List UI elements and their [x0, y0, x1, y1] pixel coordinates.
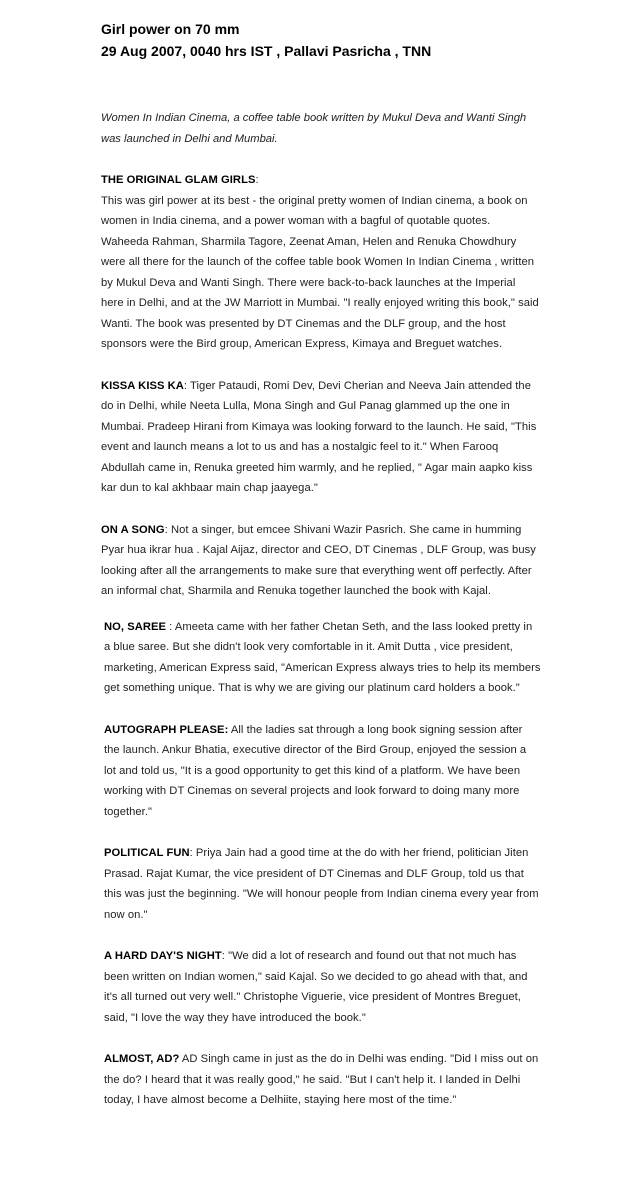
section-body: All the ladies sat through a long book signing session after the launch. Ankur Bhatia, executive director of the Bird Group, enjoyed the session a lot and told us, "It is a good opportunity to get this kind of a platform. We have been working with DT Cinemas on several projects and look forward to doing many more together." — [104, 723, 527, 818]
section-body: Ameeta came with her father Chetan Seth, and the lass looked pretty in a blue saree. But she didn't look very comfortable in it. Amit Dutta , vice president, marketing, American Express said, "American Express always tries to help its members get something unique. That is why we are giving our platinum card holders a book." — [104, 620, 541, 694]
section-original-glam-girls — [101, 170, 541, 355]
section-separator: : — [164, 523, 168, 536]
section-on-a-song — [101, 520, 541, 602]
section-no-saree — [101, 617, 541, 699]
section-body: Tiger Pataudi, Romi Dev, Devi Cherian and Neeva Jain attended the do in Delhi, while Neeta Lulla, Mona Singh and Gul Panag glammed up the one in Mumbai. Pradeep Hirani from Kimaya was looking forward to the launch. He said, "This event and launch means a lot to us and has a nostalgic feel to it." When Farooq Abdullah came in, Renuka greeted him warmly, and he replied, " Agar main aapko kiss kar dun to kal akhbaar main chap jaayega." — [101, 379, 537, 494]
section-kissa-kiss-ka — [101, 376, 541, 499]
section-heading: AUTOGRAPH PLEASE: — [104, 723, 229, 736]
section-heading: ALMOST, AD? — [104, 1053, 180, 1065]
section-separator: : — [255, 174, 259, 186]
section-body: Priya Jain had a good time at the do with her friend, politician Jiten Prasad. Rajat Kumar, the vice president of DT Cinemas and DLF Group, told us that this was just the beginning. "We will honour people from Indian cinema every year from now on." — [104, 847, 539, 921]
article-intro: Women In Indian Cinema, a coffee table book written by Mukul Deva and Wanti Singh was launched in Delhi and Mumbai. — [101, 112, 527, 145]
article-title: Girl power on 70 mm — [101, 21, 240, 37]
section-heading: POLITICAL FUN — [104, 847, 190, 859]
section-heading: A HARD DAY'S NIGHT — [104, 950, 222, 962]
section-separator: : — [166, 620, 173, 633]
section-body: "We did a lot of research and found out that not much has been written on Indian women," said Kajal. So we decided to go ahead with that, and it's all turned out very well." Christophe Viguerie, vice president of Montres Breguet, said, "I love the way they have introduced the book." — [104, 950, 528, 1024]
section-heading: NO, SAREE — [104, 620, 166, 633]
section-separator: : — [221, 950, 225, 962]
section-hard-days-night — [101, 946, 541, 1028]
section-heading: ON A SONG — [101, 523, 165, 536]
article-body — [101, 108, 541, 1132]
section-body: Not a singer, but emcee Shivani Wazir Pasrich. She came in humming Pyar hua ikrar hua . Kajal Aijaz, director and CEO, DT Cinemas , DLF Group, was busy looking after all the arrangements to make sure that everything went off perfectly. After an informal chat, Sharmila and Renuka together launched the book with Kajal. — [101, 523, 536, 597]
section-autograph-please — [101, 720, 541, 823]
section-political-fun — [101, 843, 541, 925]
section-separator: : — [189, 847, 193, 859]
section-body: This was girl power at its best - the original pretty women of Indian cinema, a book on women in India cinema, and a power woman with a bagful of quotable quotes. Waheeda Rahman, Sharmila Tagore, Zeenat Aman, Helen and Renuka Chowdhury were all there for the launch of the coffee table book Women In Indian Cinema , written by Mukul Deva and Wanti Singh. There were back-to-back launches at the Imperial here in Delhi, and at the JW Marriott in Mumbai. "I really enjoyed writing this book," said Wanti. The book was presented by DT Cinemas and the DLF group, and the host sponsors were the Bird group, American Express, Kimaya and Breguet watches. — [101, 194, 539, 350]
article-header — [101, 18, 431, 62]
article-byline: 29 Aug 2007, 0040 hrs IST , Pallavi Pasricha , TNN — [101, 43, 432, 59]
section-body: AD Singh came in just as the do in Delhi was ending. "Did I miss out on the do? I heard that it was really good," he said. "But I can't help it. I landed in Delhi today, I have almost become a Delhiite, staying here most of the time." — [104, 1053, 539, 1106]
section-heading: THE ORIGINAL GLAM GIRLS — [101, 174, 256, 186]
section-almost-ad — [101, 1049, 541, 1111]
section-separator: : — [183, 379, 188, 392]
section-heading: KISSA KISS KA — [101, 379, 184, 392]
